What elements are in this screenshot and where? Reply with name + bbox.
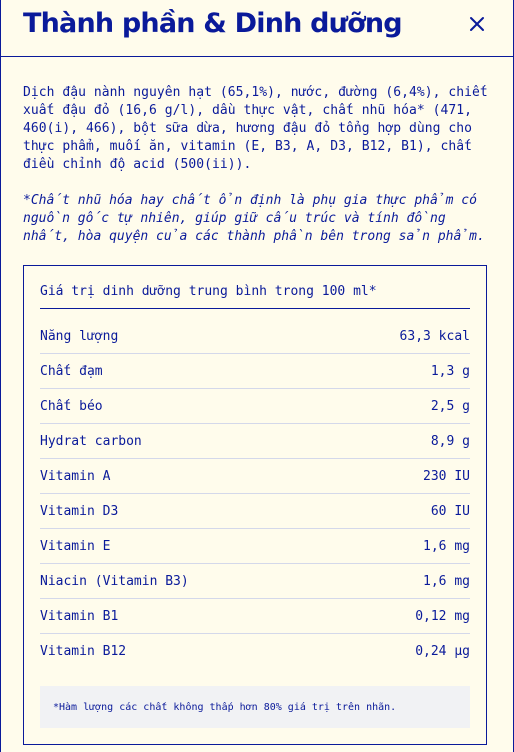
nutrition-row [40,599,470,634]
nutrition-row [40,459,470,494]
divider [40,308,470,309]
nutrient-name: Hydrat carbon [40,433,142,449]
modal-title: Thành phần & Dinh dưỡng [23,8,402,39]
close-button[interactable] [467,14,487,34]
nutrition-row [40,389,470,424]
nutrient-value: 1,3 g [430,363,470,379]
nutrient-value: 230 IU [423,468,470,484]
nutrition-row [40,354,470,389]
nutrition-row [40,529,470,564]
nutrient-value: 0,24 μg [415,644,470,659]
nutrient-value: 8,9 g [430,433,470,449]
nutrition-row [40,634,470,669]
nutrient-value: 60 IU [430,503,470,519]
nutrient-name: Vitamin A [40,468,111,484]
ingredients-text: Dịch đậu nành nguyên hạt (65,1%), nước, đường (6,4%), chiết xuất đậu đỏ (16,6 g/l), dầu thực vật, chất nhũ hóa* (471, 460(i), 466), bột sữa dừa, hương đậu đỏ tổng hợp dùng cho thực phẩm, muối ăn, vitamin (E, B3, A, D3, B12, B1), chất điều chỉnh độ acid (500(ii)). [23,85,488,172]
close-icon [467,14,487,34]
nutrition-row [40,319,470,354]
nutrition-table [40,319,470,669]
nutrient-value: 2,5 g [430,398,470,414]
nutrient-name: Năng lượng [40,328,119,344]
nutrient-name: Vitamin E [40,538,111,554]
footnote-text: *Hàm lượng các chất không thấp hơn 80% giá trị trên nhãn. [53,701,397,713]
nutrition-row [40,494,470,529]
nutrient-name: Vitamin B12 [40,644,127,659]
nutrient-name: Chất béo [40,398,103,414]
nutrient-value: 0,12 mg [415,608,470,624]
nutrition-row [40,424,470,459]
nutrient-value: 1,6 mg [423,538,470,554]
nutrition-row [40,564,470,599]
nutrient-name: Vitamin B1 [40,608,119,624]
nutrition-panel [23,265,487,745]
nutrient-value: 1,6 mg [423,573,470,589]
nutrition-footnote [40,686,470,728]
nutrient-name: Niacin (Vitamin B3) [40,573,189,589]
nutrient-value: 63,3 kcal [399,328,470,344]
modal-header [1,0,513,57]
nutrition-title: Giá trị dinh dưỡng trung bình trong 100 ml* [40,284,377,299]
nutrient-name: Vitamin D3 [40,503,119,519]
emulsifier-note: *Chất nhũ hóa hay chất ổn định là phụ gia thực phẩm có nguồn gốc tự nhiên, giúp giữ cấu trúc và tính đồng nhất, hòa quyện của các thành phần bên trong sản phẩm. [23,193,485,244]
nutrient-name: Chất đạm [40,363,103,379]
